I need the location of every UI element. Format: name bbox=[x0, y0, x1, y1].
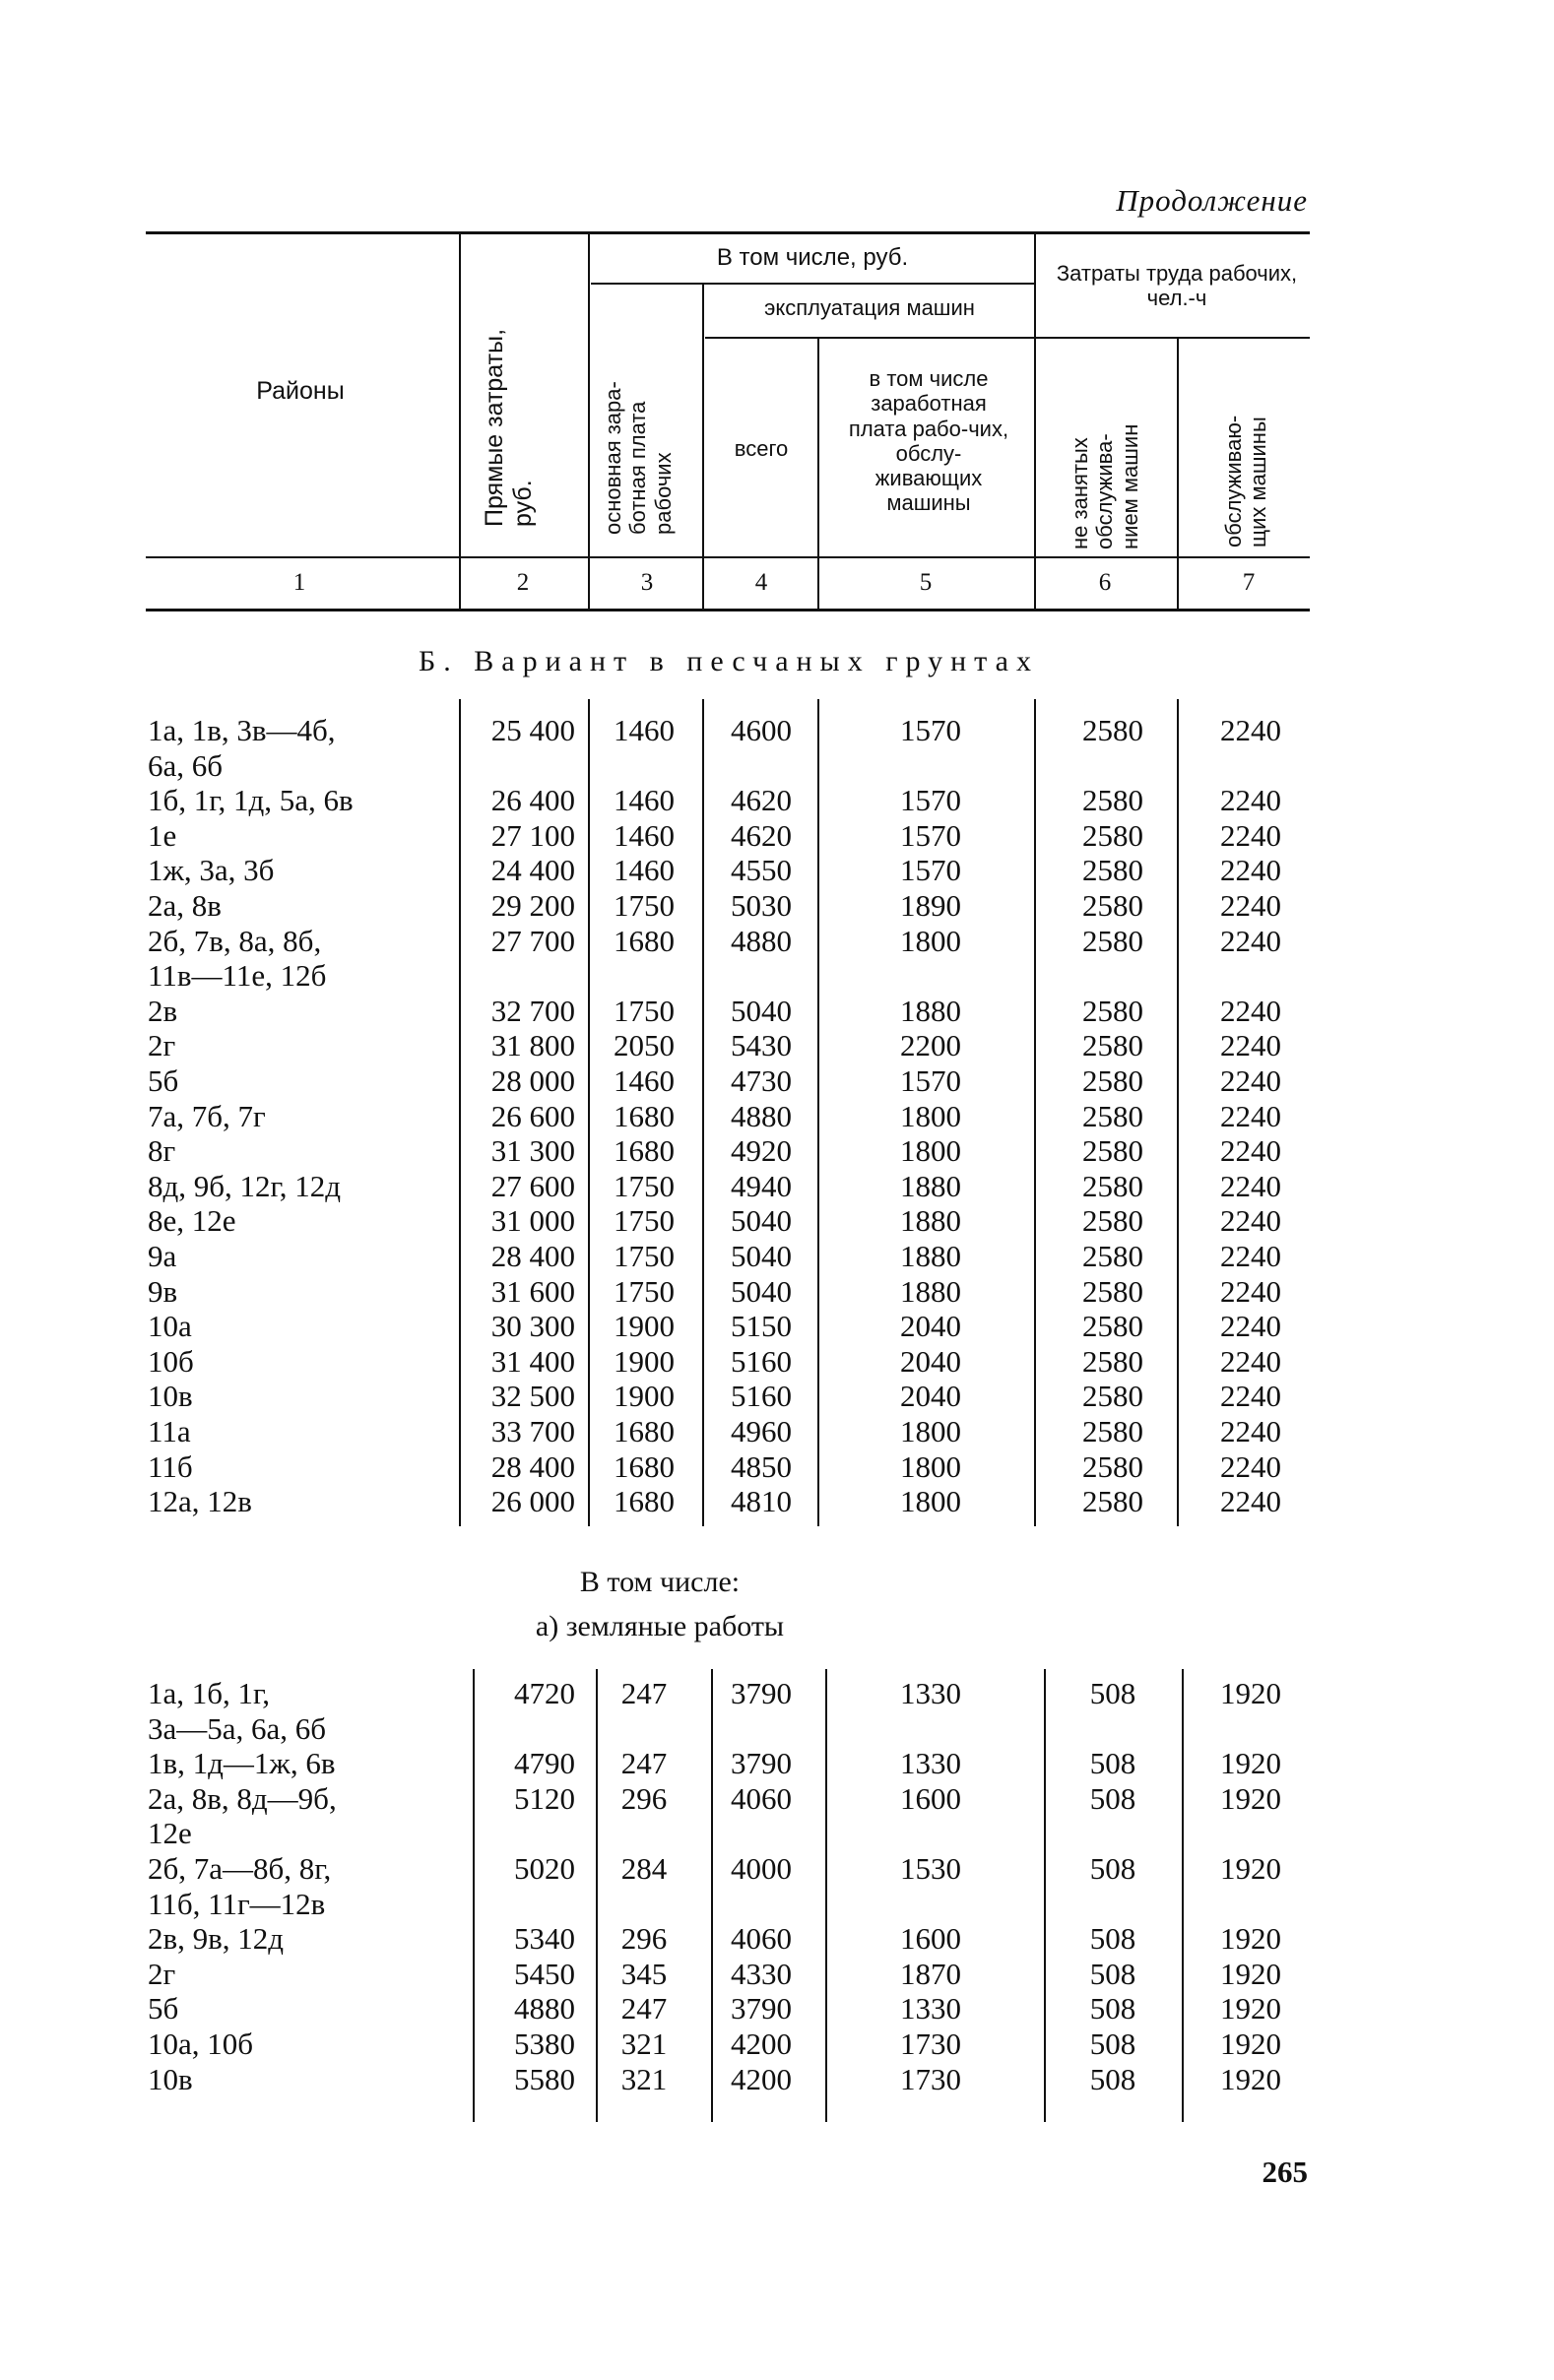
value-cell-col5: 1800 bbox=[900, 1448, 961, 1484]
header-vline-2 bbox=[588, 234, 590, 609]
value-cell-col3: 1460 bbox=[614, 1063, 675, 1098]
value-cell-col7: 2240 bbox=[1220, 783, 1281, 818]
region-cell: 7а, 7б, 7г bbox=[148, 1098, 266, 1133]
region-cell: 8г bbox=[148, 1133, 176, 1169]
table-row bbox=[0, 1239, 1554, 1274]
table-row bbox=[0, 958, 1554, 994]
value-cell-col5: 1570 bbox=[900, 817, 961, 853]
value-cell-col7: 2240 bbox=[1220, 888, 1281, 923]
value-cell-col6: 508 bbox=[1089, 1746, 1136, 1781]
table-row bbox=[0, 924, 1554, 959]
region-cell: 10в bbox=[148, 2061, 193, 2096]
region-cell: 1б, 1г, 1д, 5а, 6в bbox=[148, 783, 354, 818]
value-cell-col2: 33 700 bbox=[490, 1414, 575, 1448]
header-vline-5 bbox=[1034, 234, 1036, 609]
region-cell: 2в bbox=[148, 993, 178, 1028]
table-row bbox=[0, 1203, 1554, 1239]
table-row bbox=[0, 1063, 1554, 1099]
value-cell-col6: 2580 bbox=[1082, 1484, 1143, 1519]
region-cell: 10а, 10б bbox=[148, 2026, 254, 2061]
value-cell-col3: 296 bbox=[620, 1780, 668, 1816]
header-basic-wages: основная зара- ботная плата рабочих bbox=[601, 381, 676, 535]
value-cell-col5: 1800 bbox=[900, 1414, 961, 1448]
value-cell-col3: 1680 bbox=[614, 1098, 675, 1133]
value-cell-col2: 26 400 bbox=[490, 783, 575, 818]
value-cell-col7: 2240 bbox=[1220, 1309, 1281, 1344]
table-row bbox=[0, 1816, 1554, 1851]
table-row bbox=[0, 1028, 1554, 1063]
value-cell-col2: 5340 bbox=[514, 1921, 575, 1957]
value-cell-col2: 28 400 bbox=[490, 1239, 575, 1273]
value-cell-col6: 508 bbox=[1089, 2026, 1136, 2061]
value-cell-col4: 5030 bbox=[731, 888, 792, 923]
value-cell-col4: 4850 bbox=[731, 1448, 792, 1484]
value-cell-col3: 321 bbox=[620, 2061, 668, 2096]
header-regions: Районы bbox=[256, 377, 345, 405]
value-cell-col3: 284 bbox=[620, 1851, 668, 1886]
value-cell-col4: 4810 bbox=[731, 1484, 792, 1519]
region-cell: 2б, 7в, 8а, 8б, bbox=[148, 923, 322, 958]
header-machine-operation: эксплуатация машин bbox=[764, 295, 975, 320]
value-cell-col5: 1330 bbox=[900, 1676, 961, 1710]
region-cell: 9а bbox=[148, 1239, 177, 1273]
value-cell-col7: 2240 bbox=[1220, 1484, 1281, 1519]
value-cell-col3: 1900 bbox=[614, 1309, 675, 1344]
table-row bbox=[0, 994, 1554, 1029]
value-cell-col3: 247 bbox=[620, 1991, 668, 2026]
value-cell-col7: 1920 bbox=[1220, 2061, 1281, 2096]
region-cell: 8д, 9б, 12г, 12д bbox=[148, 1168, 342, 1203]
value-cell-col4: 3790 bbox=[731, 1746, 792, 1781]
value-cell-col5: 1880 bbox=[900, 1273, 961, 1309]
region-cell: 12е bbox=[148, 1816, 192, 1851]
table-row bbox=[0, 1449, 1554, 1485]
header-direct-costs: Прямые затраты, руб. bbox=[481, 328, 537, 527]
value-cell-col7: 2240 bbox=[1220, 713, 1281, 747]
table-row bbox=[0, 1711, 1554, 1747]
table-row bbox=[0, 1274, 1554, 1310]
value-cell-col7: 2240 bbox=[1220, 1133, 1281, 1169]
value-cell-col4: 4060 bbox=[731, 1780, 792, 1816]
value-cell-col3: 1460 bbox=[614, 853, 675, 888]
value-cell-col3: 247 bbox=[620, 1676, 668, 1710]
value-cell-col4: 5040 bbox=[731, 993, 792, 1028]
value-cell-col6: 508 bbox=[1089, 2061, 1136, 2096]
value-cell-col6: 2580 bbox=[1082, 853, 1143, 888]
value-cell-col5: 1330 bbox=[900, 1746, 961, 1781]
value-cell-col2: 5450 bbox=[514, 1956, 575, 1991]
table-row bbox=[0, 818, 1554, 854]
value-cell-col3: 1680 bbox=[614, 1484, 675, 1519]
value-cell-col7: 1920 bbox=[1220, 1991, 1281, 2026]
value-cell-col5: 1330 bbox=[900, 1991, 961, 2026]
value-cell-col7: 2240 bbox=[1220, 817, 1281, 853]
region-cell: 5б bbox=[148, 1063, 179, 1098]
header-top-rule bbox=[146, 231, 1310, 234]
region-cell: 9в bbox=[148, 1273, 178, 1309]
value-cell-col5: 1880 bbox=[900, 1239, 961, 1273]
table-row bbox=[0, 1379, 1554, 1414]
value-cell-col5: 1880 bbox=[900, 1168, 961, 1203]
value-cell-col6: 508 bbox=[1089, 1991, 1136, 2026]
value-cell-col4: 4880 bbox=[731, 1098, 792, 1133]
value-cell-col6: 2580 bbox=[1082, 1239, 1143, 1273]
value-cell-col5: 2040 bbox=[900, 1379, 961, 1414]
value-cell-col7: 2240 bbox=[1220, 1098, 1281, 1133]
value-cell-col5: 1730 bbox=[900, 2061, 961, 2096]
value-cell-col2: 5120 bbox=[514, 1780, 575, 1816]
value-cell-col3: 1750 bbox=[614, 993, 675, 1028]
value-cell-col6: 2580 bbox=[1082, 1414, 1143, 1448]
value-cell-col5: 1880 bbox=[900, 993, 961, 1028]
value-cell-col2: 28 400 bbox=[490, 1448, 575, 1484]
colnum-3: 3 bbox=[640, 569, 654, 596]
table-row bbox=[0, 1133, 1554, 1169]
region-cell: 1е bbox=[148, 817, 177, 853]
value-cell-col4: 4880 bbox=[731, 923, 792, 958]
header-total: всего bbox=[734, 436, 789, 461]
value-cell-col3: 1900 bbox=[614, 1343, 675, 1379]
value-cell-col3: 1750 bbox=[614, 1203, 675, 1239]
value-cell-col2: 27 100 bbox=[490, 817, 575, 853]
value-cell-col4: 4960 bbox=[731, 1414, 792, 1448]
value-cell-col2: 32 700 bbox=[490, 993, 575, 1028]
value-cell-col7: 1920 bbox=[1220, 1921, 1281, 1957]
value-cell-col7: 2240 bbox=[1220, 1028, 1281, 1063]
value-cell-col7: 1920 bbox=[1220, 1851, 1281, 1886]
table-row bbox=[0, 1484, 1554, 1519]
value-cell-col5: 1570 bbox=[900, 853, 961, 888]
region-cell: 1а, 1б, 1г, bbox=[148, 1676, 270, 1710]
value-cell-col6: 2580 bbox=[1082, 1309, 1143, 1344]
table-row bbox=[0, 1957, 1554, 1992]
value-cell-col2: 5020 bbox=[514, 1851, 575, 1886]
value-cell-col4: 4730 bbox=[731, 1063, 792, 1098]
value-cell-col6: 2580 bbox=[1082, 923, 1143, 958]
value-cell-col5: 2040 bbox=[900, 1343, 961, 1379]
colnum-bottom-rule bbox=[146, 609, 1310, 611]
colnum-5: 5 bbox=[919, 569, 933, 596]
value-cell-col5: 2200 bbox=[900, 1028, 961, 1063]
page-number: 265 bbox=[1262, 2155, 1308, 2189]
table-row bbox=[0, 2062, 1554, 2097]
value-cell-col7: 2240 bbox=[1220, 1239, 1281, 1273]
region-cell: 2в, 9в, 12д bbox=[148, 1921, 285, 1957]
value-cell-col6: 2580 bbox=[1082, 1133, 1143, 1169]
value-cell-col5: 1800 bbox=[900, 1098, 961, 1133]
value-cell-col2: 31 800 bbox=[490, 1028, 575, 1063]
region-cell: 12а, 12в bbox=[148, 1484, 252, 1519]
value-cell-col4: 5160 bbox=[731, 1379, 792, 1414]
value-cell-col6: 2580 bbox=[1082, 783, 1143, 818]
header-labor-costs: Затраты труда рабочих, чел.-ч bbox=[1056, 261, 1298, 311]
value-cell-col2: 26 600 bbox=[490, 1098, 575, 1133]
table-row bbox=[0, 1344, 1554, 1380]
value-cell-col7: 1920 bbox=[1220, 1676, 1281, 1710]
table-row bbox=[0, 853, 1554, 888]
value-cell-col5: 2040 bbox=[900, 1309, 961, 1344]
labor-costs-rule bbox=[1036, 337, 1310, 339]
value-cell-col2: 31 000 bbox=[490, 1203, 575, 1239]
value-cell-col3: 1680 bbox=[614, 1133, 675, 1169]
value-cell-col3: 1750 bbox=[614, 1239, 675, 1273]
colnum-4: 4 bbox=[754, 569, 768, 596]
value-cell-col7: 1920 bbox=[1220, 1956, 1281, 1991]
region-cell: 1в, 1д—1ж, 6в bbox=[148, 1746, 336, 1781]
value-cell-col7: 1920 bbox=[1220, 1746, 1281, 1781]
region-cell: 2г bbox=[148, 1028, 176, 1063]
table-row bbox=[0, 1746, 1554, 1781]
value-cell-col6: 2580 bbox=[1082, 713, 1143, 747]
value-cell-col5: 1800 bbox=[900, 1484, 961, 1519]
value-cell-col2: 5380 bbox=[514, 2026, 575, 2061]
value-cell-col2: 29 200 bbox=[490, 888, 575, 923]
value-cell-col2: 4790 bbox=[514, 1746, 575, 1781]
value-cell-col4: 5040 bbox=[731, 1203, 792, 1239]
value-cell-col4: 5040 bbox=[731, 1273, 792, 1309]
header-vline-1 bbox=[459, 234, 461, 609]
value-cell-col5: 1870 bbox=[900, 1956, 961, 1991]
value-cell-col5: 1880 bbox=[900, 1203, 961, 1239]
value-cell-col3: 321 bbox=[620, 2026, 668, 2061]
value-cell-col3: 1460 bbox=[614, 817, 675, 853]
section-a-title-2: а) земляные работы bbox=[535, 1610, 785, 1642]
table-row bbox=[0, 888, 1554, 924]
value-cell-col4: 4550 bbox=[731, 853, 792, 888]
value-cell-col4: 4600 bbox=[731, 713, 792, 747]
value-cell-col3: 1680 bbox=[614, 1414, 675, 1448]
value-cell-col7: 2240 bbox=[1220, 1168, 1281, 1203]
value-cell-col7: 1920 bbox=[1220, 1780, 1281, 1816]
value-cell-col6: 2580 bbox=[1082, 888, 1143, 923]
header-vline-3 bbox=[702, 285, 704, 609]
value-cell-col5: 1570 bbox=[900, 713, 961, 747]
value-cell-col3: 1460 bbox=[614, 713, 675, 747]
machine-op-rule bbox=[705, 337, 1034, 339]
table-row bbox=[0, 1921, 1554, 1957]
value-cell-col4: 4620 bbox=[731, 783, 792, 818]
table-row bbox=[0, 713, 1554, 748]
value-cell-col2: 25 400 bbox=[490, 713, 575, 747]
header-machine-servicing: обслуживаю- щих машины bbox=[1221, 415, 1271, 547]
value-cell-col3: 1680 bbox=[614, 923, 675, 958]
region-cell: 1а, 1в, 3в—4б, bbox=[148, 713, 336, 747]
colnum-7: 7 bbox=[1242, 569, 1256, 596]
header-vline-6 bbox=[1177, 339, 1179, 609]
value-cell-col2: 5580 bbox=[514, 2061, 575, 2096]
table-row bbox=[0, 1169, 1554, 1204]
value-cell-col6: 508 bbox=[1089, 1921, 1136, 1957]
value-cell-col4: 4060 bbox=[731, 1921, 792, 1957]
value-cell-col7: 2240 bbox=[1220, 1343, 1281, 1379]
value-cell-col2: 32 500 bbox=[490, 1379, 575, 1414]
value-cell-col3: 296 bbox=[620, 1921, 668, 1957]
value-cell-col4: 4200 bbox=[731, 2061, 792, 2096]
value-cell-col3: 2050 bbox=[614, 1028, 675, 1063]
value-cell-col3: 247 bbox=[620, 1746, 668, 1781]
section-a-title-1: В том числе: bbox=[579, 1566, 741, 1598]
region-cell: 11б, 11г—12в bbox=[148, 1886, 326, 1921]
value-cell-col6: 508 bbox=[1089, 1780, 1136, 1816]
value-cell-col6: 2580 bbox=[1082, 993, 1143, 1028]
table-row bbox=[0, 1887, 1554, 1922]
value-cell-col3: 1750 bbox=[614, 888, 675, 923]
value-cell-col3: 1680 bbox=[614, 1448, 675, 1484]
value-cell-col4: 3790 bbox=[731, 1676, 792, 1710]
table-row bbox=[0, 1099, 1554, 1134]
region-cell: 6а, 6б bbox=[148, 747, 224, 783]
value-cell-col5: 1890 bbox=[900, 888, 961, 923]
value-cell-col6: 2580 bbox=[1082, 1379, 1143, 1414]
value-cell-col4: 4920 bbox=[731, 1133, 792, 1169]
value-cell-col4: 5040 bbox=[731, 1239, 792, 1273]
value-cell-col7: 2240 bbox=[1220, 1379, 1281, 1414]
region-cell: 2а, 8в, 8д—9б, bbox=[148, 1780, 337, 1816]
colnum-2: 2 bbox=[516, 569, 530, 596]
value-cell-col4: 4000 bbox=[731, 1851, 792, 1886]
value-cell-col4: 5160 bbox=[731, 1343, 792, 1379]
value-cell-col2: 4880 bbox=[514, 1991, 575, 2026]
header-including-rub: В том числе, руб. bbox=[716, 244, 909, 271]
incl-rub-rule bbox=[591, 283, 1034, 285]
header-vline-4 bbox=[817, 339, 819, 609]
value-cell-col5: 1600 bbox=[900, 1921, 961, 1957]
region-cell: 8е, 12е bbox=[148, 1203, 236, 1239]
value-cell-col2: 27 700 bbox=[490, 923, 575, 958]
value-cell-col4: 4620 bbox=[731, 817, 792, 853]
region-cell: 11а bbox=[148, 1414, 191, 1448]
table-row bbox=[0, 1851, 1554, 1887]
value-cell-col6: 2580 bbox=[1082, 1063, 1143, 1098]
value-cell-col2: 26 000 bbox=[490, 1484, 575, 1519]
value-cell-col6: 2580 bbox=[1082, 1028, 1143, 1063]
value-cell-col7: 2240 bbox=[1220, 993, 1281, 1028]
table-row bbox=[0, 1309, 1554, 1344]
value-cell-col4: 4940 bbox=[731, 1168, 792, 1203]
header-incl-wages: в том числе заработная плата рабо-чих, обслу-живающих машины bbox=[848, 366, 1009, 516]
value-cell-col4: 4330 bbox=[731, 1956, 792, 1991]
value-cell-col3: 1900 bbox=[614, 1379, 675, 1414]
value-cell-col6: 2580 bbox=[1082, 1203, 1143, 1239]
value-cell-col7: 2240 bbox=[1220, 923, 1281, 958]
region-cell: 1ж, 3а, 3б bbox=[148, 853, 275, 888]
continued-caption: Продолжение bbox=[1116, 183, 1308, 218]
value-cell-col6: 2580 bbox=[1082, 1343, 1143, 1379]
value-cell-col6: 2580 bbox=[1082, 1273, 1143, 1309]
region-cell: 10а bbox=[148, 1309, 192, 1344]
value-cell-col7: 2240 bbox=[1220, 1203, 1281, 1239]
region-cell: 3а—5а, 6а, 6б bbox=[148, 1710, 327, 1746]
table-row bbox=[0, 1414, 1554, 1449]
region-cell: 5б bbox=[148, 1991, 179, 2026]
value-cell-col6: 508 bbox=[1089, 1676, 1136, 1710]
region-cell: 11в—11е, 12б bbox=[148, 958, 327, 994]
table-row bbox=[0, 1676, 1554, 1711]
value-cell-col2: 31 400 bbox=[490, 1343, 575, 1379]
value-cell-col4: 4200 bbox=[731, 2026, 792, 2061]
region-cell: 10в bbox=[148, 1379, 193, 1414]
value-cell-col6: 508 bbox=[1089, 1956, 1136, 1991]
value-cell-col2: 4720 bbox=[514, 1676, 575, 1710]
region-cell: 10б bbox=[148, 1343, 194, 1379]
section-b-title: Б. Вариант в песчаных грунтах bbox=[419, 645, 1039, 677]
value-cell-col5: 1570 bbox=[900, 1063, 961, 1098]
region-cell: 2б, 7а—8б, 8г, bbox=[148, 1851, 332, 1886]
table-row bbox=[0, 1991, 1554, 2026]
value-cell-col6: 2580 bbox=[1082, 1168, 1143, 1203]
value-cell-col2: 24 400 bbox=[490, 853, 575, 888]
value-cell-col5: 1570 bbox=[900, 783, 961, 818]
colnum-1: 1 bbox=[292, 569, 306, 596]
value-cell-col2: 30 300 bbox=[490, 1309, 575, 1344]
value-cell-col5: 1800 bbox=[900, 923, 961, 958]
value-cell-col5: 1730 bbox=[900, 2026, 961, 2061]
region-cell: 11б bbox=[148, 1448, 193, 1484]
region-cell: 2а, 8в bbox=[148, 888, 222, 923]
colnum-6: 6 bbox=[1098, 569, 1112, 596]
value-cell-col7: 1920 bbox=[1220, 2026, 1281, 2061]
value-cell-col3: 1460 bbox=[614, 783, 675, 818]
header-bottom-rule bbox=[146, 556, 1310, 558]
value-cell-col2: 28 000 bbox=[490, 1063, 575, 1098]
value-cell-col4: 5430 bbox=[731, 1028, 792, 1063]
value-cell-col4: 3790 bbox=[731, 1991, 792, 2026]
value-cell-col6: 2580 bbox=[1082, 1098, 1143, 1133]
value-cell-col3: 345 bbox=[620, 1956, 668, 1991]
value-cell-col7: 2240 bbox=[1220, 1448, 1281, 1484]
value-cell-col5: 1800 bbox=[900, 1133, 961, 1169]
table-row bbox=[0, 783, 1554, 818]
value-cell-col2: 31 300 bbox=[490, 1133, 575, 1169]
table-row bbox=[0, 1781, 1554, 1817]
value-cell-col3: 1750 bbox=[614, 1168, 675, 1203]
value-cell-col5: 1530 bbox=[900, 1851, 961, 1886]
value-cell-col3: 1750 bbox=[614, 1273, 675, 1309]
value-cell-col2: 31 600 bbox=[490, 1273, 575, 1309]
region-cell: 2г bbox=[148, 1956, 176, 1991]
value-cell-col6: 2580 bbox=[1082, 1448, 1143, 1484]
value-cell-col2: 27 600 bbox=[490, 1168, 575, 1203]
value-cell-col7: 2240 bbox=[1220, 853, 1281, 888]
value-cell-col7: 2240 bbox=[1220, 1414, 1281, 1448]
table-row bbox=[0, 748, 1554, 784]
value-cell-col7: 2240 bbox=[1220, 1273, 1281, 1309]
value-cell-col6: 508 bbox=[1089, 1851, 1136, 1886]
header-not-machine: не занятых обслужива- нием машин bbox=[1068, 423, 1142, 549]
value-cell-col6: 2580 bbox=[1082, 817, 1143, 853]
value-cell-col5: 1600 bbox=[900, 1780, 961, 1816]
value-cell-col7: 2240 bbox=[1220, 1063, 1281, 1098]
value-cell-col4: 5150 bbox=[731, 1309, 792, 1344]
table-row bbox=[0, 2026, 1554, 2062]
